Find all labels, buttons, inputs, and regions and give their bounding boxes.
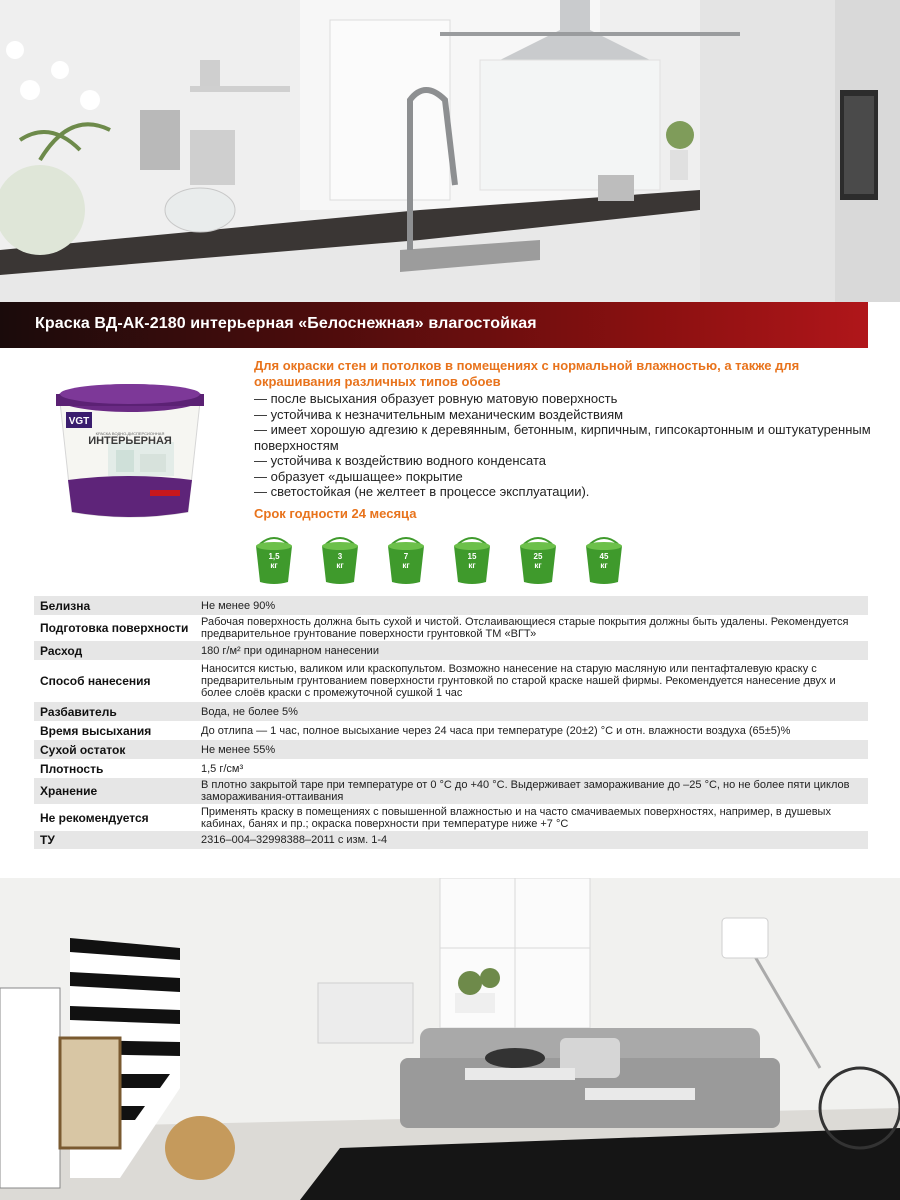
spec-row bbox=[34, 641, 868, 660]
package-bucket-icon bbox=[384, 532, 428, 586]
kitchen-photo bbox=[0, 0, 900, 302]
spec-key: Время высыхания bbox=[34, 721, 198, 740]
spec-key: Хранение bbox=[34, 778, 198, 804]
package-amount: 7 bbox=[403, 552, 409, 561]
package-amount: 15 bbox=[467, 552, 477, 561]
spec-key: ТУ bbox=[34, 831, 198, 849]
spec-row bbox=[34, 740, 868, 759]
feature-item: — устойчива к воздействию водного конденсата bbox=[254, 453, 546, 468]
package-unit: кг bbox=[402, 561, 410, 570]
spec-row bbox=[34, 660, 868, 702]
spec-key: Белизна bbox=[34, 596, 198, 615]
spec-value: В плотно закрытой таре при температуре от 0 °С до +40 °С. Выдерживает замораживание до –25 °С, но не более пяти циклов замораживания-оттаивания bbox=[198, 778, 868, 804]
spec-value: 1,5 г/см³ bbox=[198, 759, 868, 778]
feature-item: — образует «дышащее» покрытие bbox=[254, 468, 463, 484]
feature-item: — устойчива к незначительным механическим воздействиям bbox=[254, 406, 624, 422]
spec-value: Рабочая поверхность должна быть сухой и чистой. Отслаивающиеся старые покрытия должны быть удалены. Рекомендуется предварительное грунтование поверхности грунтовкой ТМ «ВГТ» bbox=[198, 615, 868, 641]
package-unit: кг bbox=[336, 561, 344, 570]
spec-value: До отлипа — 1 час, полное высыхание через 24 часа при температуре (20±2) °С и отн. влажности воздуха (65±5)% bbox=[198, 721, 868, 740]
spec-table bbox=[34, 596, 868, 849]
spec-row bbox=[34, 778, 868, 804]
spec-value: 180 г/м² при одинарном нанесении bbox=[198, 641, 868, 660]
package-amount: 3 bbox=[337, 552, 343, 561]
spec-key: Плотность bbox=[34, 759, 198, 778]
spec-row bbox=[34, 615, 868, 641]
package-bucket-icon bbox=[516, 532, 560, 586]
spec-key: Сухой остаток bbox=[34, 740, 198, 759]
living-room-illustration bbox=[0, 878, 900, 1200]
feature-item: — светостойкая (не желтеет в процессе эксплуатации). bbox=[254, 484, 590, 499]
spec-row bbox=[34, 702, 868, 721]
package-sizes bbox=[252, 532, 632, 588]
package-unit: кг bbox=[468, 561, 476, 570]
product-description bbox=[254, 358, 874, 521]
spec-row bbox=[34, 831, 868, 849]
spec-key: Не рекомендуется bbox=[34, 804, 198, 831]
product-title: Краска ВД-АК-2180 интерьерная «Белоснежная» влагостойкая bbox=[35, 315, 537, 332]
spec-row bbox=[34, 596, 868, 615]
feature-item: — имеет хорошую адгезию к деревянным, бетонным, кирпичным, гипсокартонным и оштукатуренным поверхностям bbox=[254, 422, 871, 453]
package-unit: кг bbox=[600, 561, 608, 570]
spec-value: Применять краску в помещениях с повышенной влажностью и на часто смачиваемых поверхностях, например, в душевых кабинах, банях и пр.; окраска поверхности при температуре ниже +7 °С bbox=[198, 804, 868, 831]
product-small-label: КРАСКА ВОДНО-ДИСПЕРСИОННАЯ bbox=[95, 431, 165, 436]
package-amount: 25 bbox=[533, 552, 543, 561]
package-amount: 1,5 bbox=[268, 552, 280, 561]
living-room-photo bbox=[0, 878, 900, 1200]
kitchen-illustration bbox=[0, 0, 900, 302]
spec-row bbox=[34, 721, 868, 740]
product-name-label: ИНТЕРЬЕРНАЯ bbox=[88, 435, 172, 447]
package-bucket-icon bbox=[450, 532, 494, 586]
package-unit: кг bbox=[534, 561, 542, 570]
spec-key: Разбавитель bbox=[34, 702, 198, 721]
brand-logo: VGT bbox=[68, 416, 90, 427]
package-bucket-icon bbox=[318, 532, 362, 586]
package-unit: кг bbox=[270, 561, 278, 570]
feature-list bbox=[254, 391, 874, 500]
feature-item: — после высыхания образует ровную матовую поверхность bbox=[254, 391, 618, 406]
spec-value: Не менее 90% bbox=[198, 596, 868, 615]
spec-row bbox=[34, 804, 868, 831]
spec-value: 2316–004–32998388–2011 с изм. 1-4 bbox=[198, 831, 868, 849]
spec-key: Подготовка поверхности bbox=[34, 615, 198, 641]
package-amount: 45 bbox=[599, 552, 609, 561]
spec-value: Наносится кистью, валиком или краскопультом. Возможно нанесение на старую масляную или пентафталевую краску с предварительным грунтованием поверхности грунтовкой по старой краске нашей фирмы. Рекомендуется нанесение двух и более слоёв краски с промежуточной сушкой 1 час bbox=[198, 660, 868, 702]
spec-value: Вода, не более 5% bbox=[198, 702, 868, 721]
product-bucket-image bbox=[50, 380, 210, 520]
spec-key: Расход bbox=[34, 641, 198, 660]
spec-row bbox=[34, 759, 868, 778]
usage-lead: Для окраски стен и потолков в помещениях с нормальной влажностью, а также для окрашивания различных типов обоев bbox=[254, 358, 800, 389]
spec-value: Не менее 55% bbox=[198, 740, 868, 759]
title-bar bbox=[0, 302, 868, 348]
spec-key: Способ нанесения bbox=[34, 660, 198, 702]
package-bucket-icon bbox=[252, 532, 296, 586]
shelf-life: Срок годности 24 месяца bbox=[254, 505, 417, 521]
package-bucket-icon bbox=[582, 532, 626, 586]
